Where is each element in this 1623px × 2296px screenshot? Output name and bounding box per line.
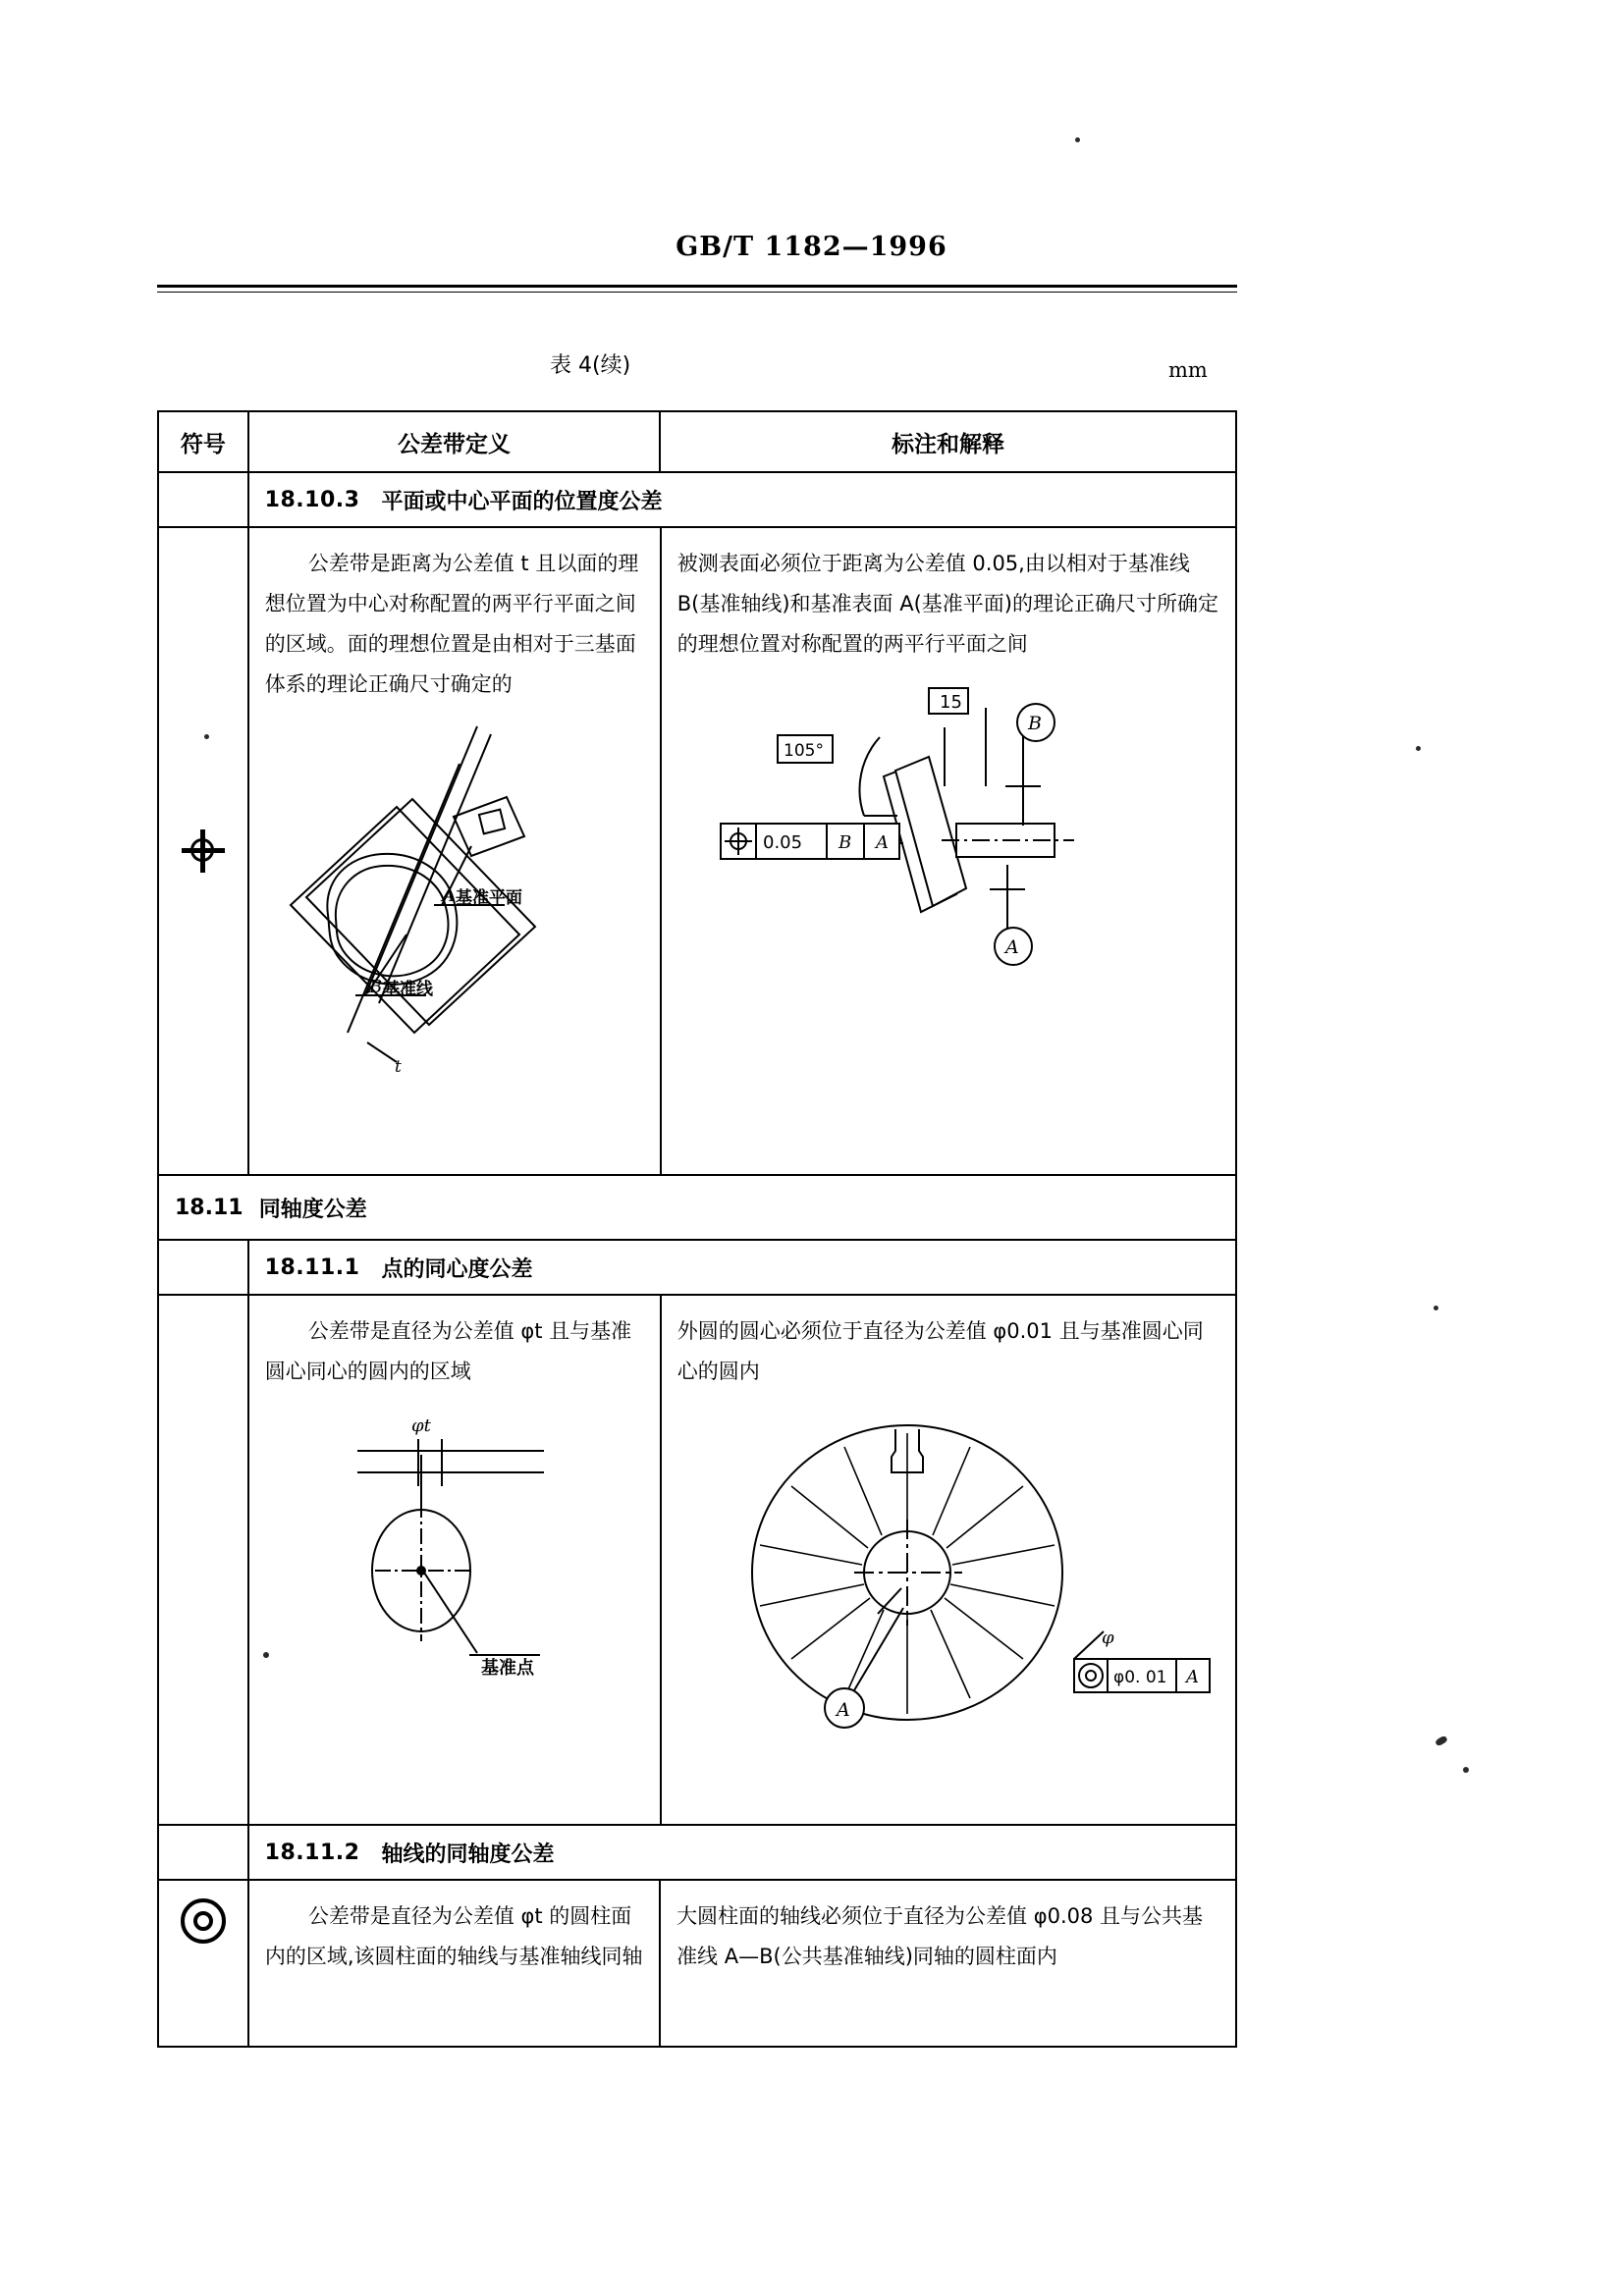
circular-part-diagram <box>662 1396 1235 1769</box>
figure-label-phi-t: φt <box>410 1415 431 1436</box>
notation-text-18-10-3: 被测表面必须位于距离为公差值 0.05,由以相对于基准线 B(基准轴线)和基准表面 A(基准平面)的理论正确尺寸所确定的理想位置对称配置的两平行平面之间 <box>676 552 1218 656</box>
svg-text:A: A <box>875 832 889 853</box>
figure-label-t: t <box>394 1057 402 1077</box>
section-title-row-18-10-3 <box>159 473 1235 528</box>
speck <box>1463 1767 1469 1773</box>
svg-text:φ0. 01: φ0. 01 <box>1112 1668 1167 1687</box>
section-title-text: 同轴度公差 <box>258 1197 367 1222</box>
symbol-cell-concentricity <box>159 1881 249 2046</box>
symbol-cell-empty <box>159 1296 249 1824</box>
annotated-part-diagram <box>662 668 1235 1012</box>
datum-circle-a <box>995 928 1032 965</box>
notation-text-18-11-1: 外圆的圆心必须位于直径为公差值 φ0.01 且与基准圆心同心的圆内 <box>676 1319 1204 1383</box>
section-number: 18.11.2 <box>264 1840 360 1865</box>
datum-circle-a <box>825 1688 864 1728</box>
notation-cell-18-10-3 <box>662 528 1235 1174</box>
speck <box>1434 1306 1438 1310</box>
concentric-circle-diagram <box>249 1396 660 1730</box>
definition-cell-18-10-3 <box>249 528 662 1174</box>
svg-text:A: A <box>1004 936 1019 958</box>
definition-cell-18-11-2 <box>249 1881 661 2046</box>
definition-cell-18-11-1 <box>249 1296 662 1824</box>
center-point-marker <box>416 1566 426 1575</box>
standard-header: GB/T 1182—1996 <box>676 232 947 262</box>
section-content-row-18-11-2 <box>159 1881 1235 2046</box>
speck <box>1075 137 1080 142</box>
section-number: 18.10.3 <box>264 487 360 512</box>
symbol-spacer <box>159 473 249 526</box>
dim-box-angle <box>778 735 833 763</box>
dim-box-15 <box>929 688 968 714</box>
svg-text:A: A <box>1185 1667 1199 1687</box>
svg-text:15: 15 <box>939 692 962 713</box>
unit-label: mm <box>1168 358 1208 382</box>
section-content-row-18-10-3 <box>159 528 1235 1176</box>
concentricity-icon <box>181 1898 226 1944</box>
figure-label-datum-point: 基准点 <box>480 1658 534 1679</box>
notation-cell-18-11-1 <box>662 1296 1235 1824</box>
symbol-spacer <box>159 1241 249 1294</box>
section-title-18-10-3 <box>249 473 1235 526</box>
header-rule-thin <box>157 292 1237 293</box>
header-rule-thick <box>157 285 1237 288</box>
position-tolerance-icon <box>182 829 225 873</box>
section-title-18-11 <box>249 1176 1235 1239</box>
header-notation: 标注和解释 <box>892 431 1005 457</box>
feature-control-frame <box>721 824 899 859</box>
notation-cell-18-11-2 <box>661 1881 1235 2046</box>
figure-label-phi: φ <box>1101 1628 1114 1648</box>
section-title-18-11-2 <box>249 1826 1235 1879</box>
section-title-row-18-11-1 <box>159 1241 1235 1296</box>
definition-text-18-11-1: 公差带是直径为公差值 φt 且与基准圆心同心的圆内的区域 <box>264 1319 632 1383</box>
svg-text:B: B <box>838 832 851 853</box>
notation-figure-18-11-1 <box>662 1396 1235 1769</box>
svg-text:B: B <box>1027 713 1042 734</box>
svg-text:0.05: 0.05 <box>762 832 802 853</box>
section-number-text: 18.11 <box>175 1195 243 1220</box>
datum-circle-b <box>1017 704 1055 741</box>
section-title-text: 平面或中心平面的位置度公差 <box>381 489 663 514</box>
definition-text-18-10-3: 公差带是距离为公差值 t 且以面的理想位置为中心对称配置的两平行平面之间的区域。面的理想位置是由相对于三基面体系的理论正确尺寸确定的 <box>264 552 639 696</box>
section-title-row-18-11 <box>159 1176 1235 1241</box>
definition-figure-18-11-1 <box>249 1396 660 1730</box>
section-title-row-18-11-2 <box>159 1826 1235 1881</box>
header-symbol: 符号 <box>159 412 249 471</box>
speck <box>1416 746 1421 751</box>
section-title-text: 轴线的同轴度公差 <box>381 1842 555 1867</box>
table-caption: 表 4(续) <box>550 353 631 378</box>
header-definition: 公差带定义 <box>249 412 661 471</box>
svg-text:A: A <box>836 1699 850 1721</box>
svg-text:基准线: 基准线 <box>382 980 433 999</box>
section-title-18-11-1 <box>249 1241 1235 1294</box>
symbol-spacer <box>159 1826 249 1879</box>
section-title-text: 点的同心度公差 <box>381 1256 533 1282</box>
feature-control-frame <box>1074 1659 1210 1692</box>
figure-label-datum-line: B <box>368 977 382 997</box>
notation-figure-18-10-3 <box>662 668 1235 1012</box>
section-number: 18.11.1 <box>264 1255 360 1280</box>
section-number-18-11 <box>159 1176 249 1239</box>
speck <box>1434 1735 1448 1746</box>
section-content-row-18-11-1 <box>159 1296 1235 1826</box>
tolerance-zone-diagram <box>249 709 660 1101</box>
figure-label-datum-plane: A <box>441 885 455 906</box>
definition-figure-18-10-3 <box>249 709 660 1101</box>
symbol-cell-position <box>159 528 249 1174</box>
tolerance-table <box>157 410 1237 2048</box>
notation-text-18-11-2: 大圆柱面的轴线必须位于直径为公差值 φ0.08 且与公共基准线 A—B(公共基准轴线)同轴的圆柱面内 <box>676 1904 1204 1968</box>
table-header-row <box>159 412 1235 473</box>
svg-text:105°: 105° <box>783 741 824 761</box>
definition-text-18-11-2: 公差带是直径为公差值 φt 的圆柱面内的区域,该圆柱面的轴线与基准轴线同轴 <box>264 1904 643 1968</box>
svg-text:基准平面: 基准平面 <box>455 888 522 908</box>
